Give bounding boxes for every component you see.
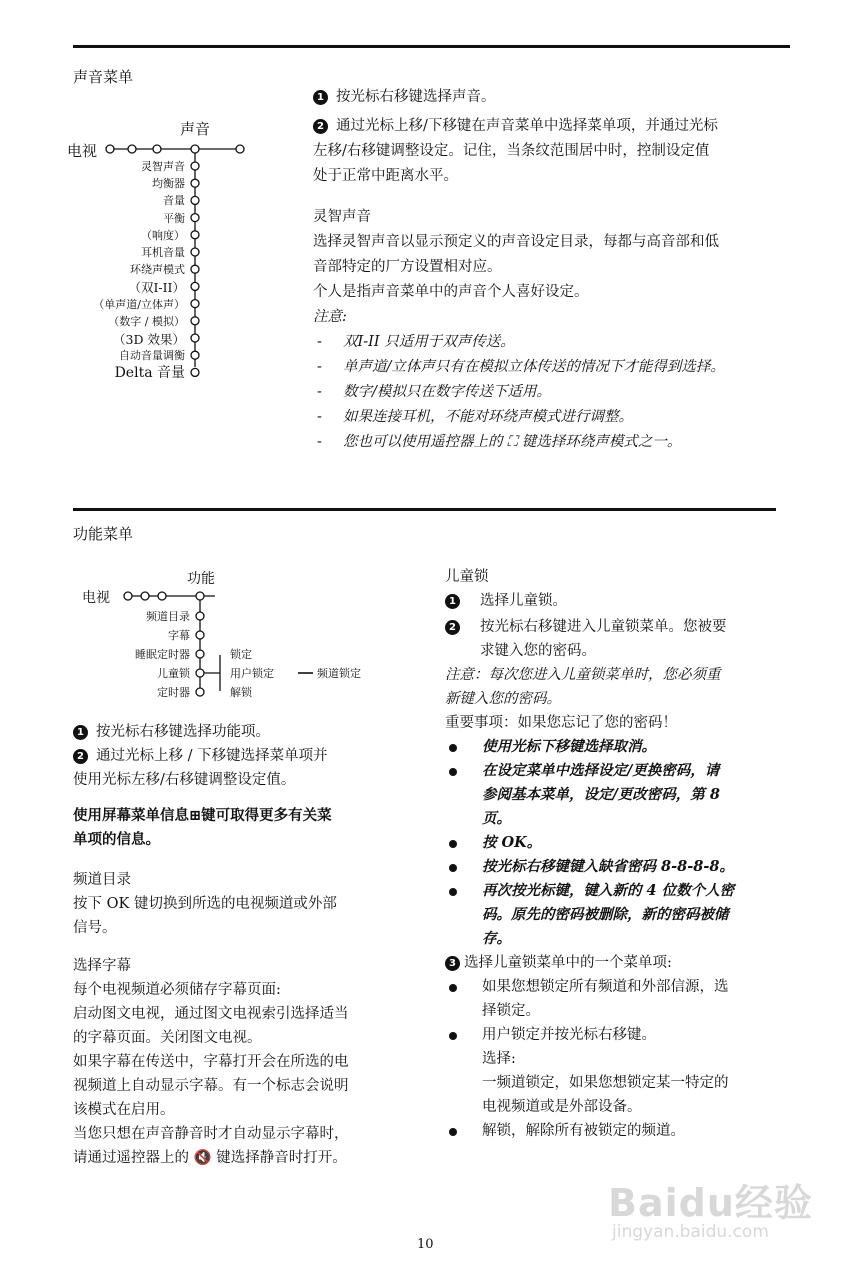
function-menu-item: 儿童锁 <box>157 667 190 680</box>
sound-menu-item: Delta 音量 <box>114 365 185 382</box>
menu-node <box>191 368 199 376</box>
bullet-icon <box>449 1128 457 1136</box>
note-item: - 双I-II 只适用于双声传送。 <box>317 334 515 350</box>
menu-node <box>191 300 199 308</box>
note-item: - 您也可以使用遥控器上的 ⛶ 键选择环绕声模式之一。 <box>317 434 682 450</box>
menu-node <box>196 631 204 639</box>
function-text-column <box>73 720 433 1170</box>
sound-menu-item: （响度） <box>141 228 185 242</box>
sound-step-1: 1 按光标右移键选择声音。 <box>313 85 813 110</box>
function-step-2: 2 通过光标上移 / 下移键选择菜单项并 使用光标左移/右移键调整设定值。 <box>73 748 328 788</box>
child-lock-options <box>445 975 805 1143</box>
sound-menu-item: （双I-II） <box>128 280 185 296</box>
step-1-marker: 1 <box>445 594 460 609</box>
function-diagram-top-label: 功能 <box>187 571 215 587</box>
sound-text-column <box>313 85 813 455</box>
child-lock-note: 注意：每次您进入儿童锁菜单时，您必须重 新键入您的密码。 <box>445 667 721 707</box>
sound-menu-diagram <box>60 110 300 380</box>
forgot-password-step: 按 OK。 <box>445 831 805 855</box>
menu-node <box>191 179 199 187</box>
sound-menu-item: 音量 <box>163 194 185 208</box>
menu-node <box>191 248 199 256</box>
sound-menu-item: 均衡器 <box>152 177 185 191</box>
bullet-icon <box>449 744 457 752</box>
function-menu-item: 睡眠定时器 <box>135 648 190 661</box>
step-1-marker: 1 <box>73 725 88 740</box>
menu-node <box>191 334 199 342</box>
sound-menu-item: 自动音量调衡 <box>119 349 185 363</box>
step-2-marker: 2 <box>73 749 88 764</box>
function-menu-item: 频道目录 <box>146 610 190 623</box>
child-lock-title: 儿童锁 <box>445 569 489 585</box>
function-diagram-left-label: 电视 <box>82 590 110 606</box>
bullet-icon <box>449 768 457 776</box>
bullet-icon <box>449 864 457 872</box>
forgot-password-step: 再次按光标键，键入新的 4 位数个人密 码。原先的密码被删除，新的密码被储 存。 <box>445 879 805 951</box>
sound-menu-item: （数字 / 模拟） <box>108 314 185 328</box>
channel-lock-option: 频道锁定 <box>317 667 361 680</box>
forgot-password-step: 按光标右移键键入缺省密码 8-8-8-8。 <box>445 855 805 879</box>
function-menu-item: 字幕 <box>168 629 190 642</box>
sound-diagram-top-label: 声音 <box>180 120 211 138</box>
channel-list-title: 频道目录 <box>73 872 131 888</box>
smart-sound-section: 灵智声音 选择灵智声音以显示预定义的声音设定目录，每都与高音部和低 音部特定的厂方设置相对应。 个人是指声音菜单中的声音个人喜好设定。 注意: - 双I-II 只适用于双声传送。 - 单声道/立体声只有在模拟立体传送的情况下才能得到选择。 - 数字/模拟只在数字传送下适用。 - 如果连接耳机，不能对环绕声模式进行调整。 - 您也可以使用遥控器上的 ⛶ 键选择环绕声模式之一。 <box>313 205 813 455</box>
subtitle-section: 选择字幕 每个电视频道必须储存字幕页面: 启动图文电视，通过图文电视索引选择适当 的字幕页面。关闭图文电视。 如果字幕在传送中，字幕打开会在所选的电 视频道上自动显示字幕。有一个标志会说明 该模式在启用。 当您只想在声音静音时才自动显示字幕时， 请通过遥控器上的 🔇 键选择静音时打开。 <box>73 954 433 1170</box>
menu-node <box>191 265 199 273</box>
note-item: - 数字/模拟只在数字传送下适用。 <box>317 384 551 400</box>
menu-node <box>196 650 204 658</box>
sound-menu-title: 声音菜单 <box>73 68 134 86</box>
page-number: 10 <box>417 1237 434 1252</box>
menu-node <box>191 231 199 239</box>
sound-menu-item: 环绕声模式 <box>130 263 185 277</box>
function-diagram-tree <box>70 565 380 705</box>
menu-node <box>191 162 199 170</box>
middle-rule <box>73 508 776 511</box>
channel-list-section: 频道目录 按下 OK 键切换到所选的电视频道或外部 信号。 <box>73 868 433 940</box>
menu-node <box>196 669 204 677</box>
child-lock-option-item: 解锁，解除所有被锁定的频道。 <box>445 1119 805 1143</box>
important-heading: 重要事项：如果您忘记了您的密码！ <box>445 715 677 731</box>
note-item: - 如果连接耳机，不能对环绕声模式进行调整。 <box>317 409 633 425</box>
sound-menu-item: （3D 效果） <box>113 332 185 347</box>
sound-diagram-left-label: 电视 <box>67 142 98 160</box>
forgot-password-step: 使用光标下移键选择取消。 <box>445 735 805 759</box>
bullet-icon <box>449 1032 457 1040</box>
menu-node <box>196 688 204 696</box>
sound-menu-item: （单声道/立体声） <box>93 297 185 311</box>
step-2-marker: 2 <box>313 119 328 134</box>
sound-menu-item: 耳机音量 <box>141 246 185 259</box>
child-lock-option-item: 用户锁定并按光标右移键。 选择: 一频道锁定，如果您想锁定某一特定的 电视频道或是外部设备。 <box>445 1023 805 1119</box>
subtitle-title: 选择字幕 <box>73 958 131 974</box>
bullet-icon <box>449 888 457 896</box>
note-label: 注意: <box>313 309 347 325</box>
child-lock-column <box>445 565 805 1143</box>
step-3-marker: 3 <box>445 956 460 971</box>
child-lock-option-item: 如果您想锁定所有频道和外部信源，选 择锁定。 <box>445 975 805 1023</box>
function-step-1: 1 按光标右移键选择功能项。 <box>73 720 433 744</box>
info-key-note: 使用屏幕菜单信息⊞键可取得更多有关菜 单项的信息。 <box>73 807 332 848</box>
sound-menu-item: 灵智声音 <box>141 160 185 173</box>
lock-option: 锁定 <box>230 648 252 661</box>
step-2-marker: 2 <box>445 620 460 635</box>
child-lock-step-1: 1 选择儿童锁。 <box>445 589 805 613</box>
bullet-icon <box>449 984 457 992</box>
menu-node <box>191 282 199 290</box>
child-lock-step-2: 2 按光标右移键进入儿童锁菜单。您被要 求键入您的密码。 <box>445 615 805 663</box>
top-rule <box>73 45 790 48</box>
note-item: - 单声道/立体声只有在模拟立体传送的情况下才能得到选择。 <box>317 359 725 375</box>
menu-node <box>191 351 199 359</box>
menu-node <box>196 612 204 620</box>
menu-node <box>191 196 199 204</box>
sound-menu-item: 平衡 <box>163 211 185 225</box>
watermark-url: jingyan.baidu.com <box>612 1222 769 1242</box>
user-lock-option: 用户锁定 <box>230 667 274 680</box>
unlock-option: 解锁 <box>230 686 252 699</box>
step-1-marker: 1 <box>313 90 328 105</box>
function-menu-diagram <box>70 565 380 705</box>
function-menu-item: 定时器 <box>157 686 190 699</box>
function-menu-title: 功能菜单 <box>73 525 134 543</box>
smart-sound-title: 灵智声音 <box>313 209 371 225</box>
watermark-logo: Baidu经验 <box>608 1181 813 1225</box>
bullet-icon <box>449 840 457 848</box>
sound-step-2: 2 通过光标上移/下移键在声音菜单中选择菜单项，并通过光标 左移/右移键调整设定。记住，当条纹范围居中时，控制设定值 处于正常中距离水平。 <box>313 118 718 184</box>
forgot-password-steps <box>445 735 805 951</box>
child-lock-step-3: 3 选择儿童锁菜单中的一个菜单项: <box>445 951 805 975</box>
forgot-password-step: 在设定菜单中选择设定/更换密码，请 参阅基本菜单，设定/更改密码，第 8 页。 <box>445 759 805 831</box>
menu-node <box>191 317 199 325</box>
menu-node <box>191 214 199 222</box>
